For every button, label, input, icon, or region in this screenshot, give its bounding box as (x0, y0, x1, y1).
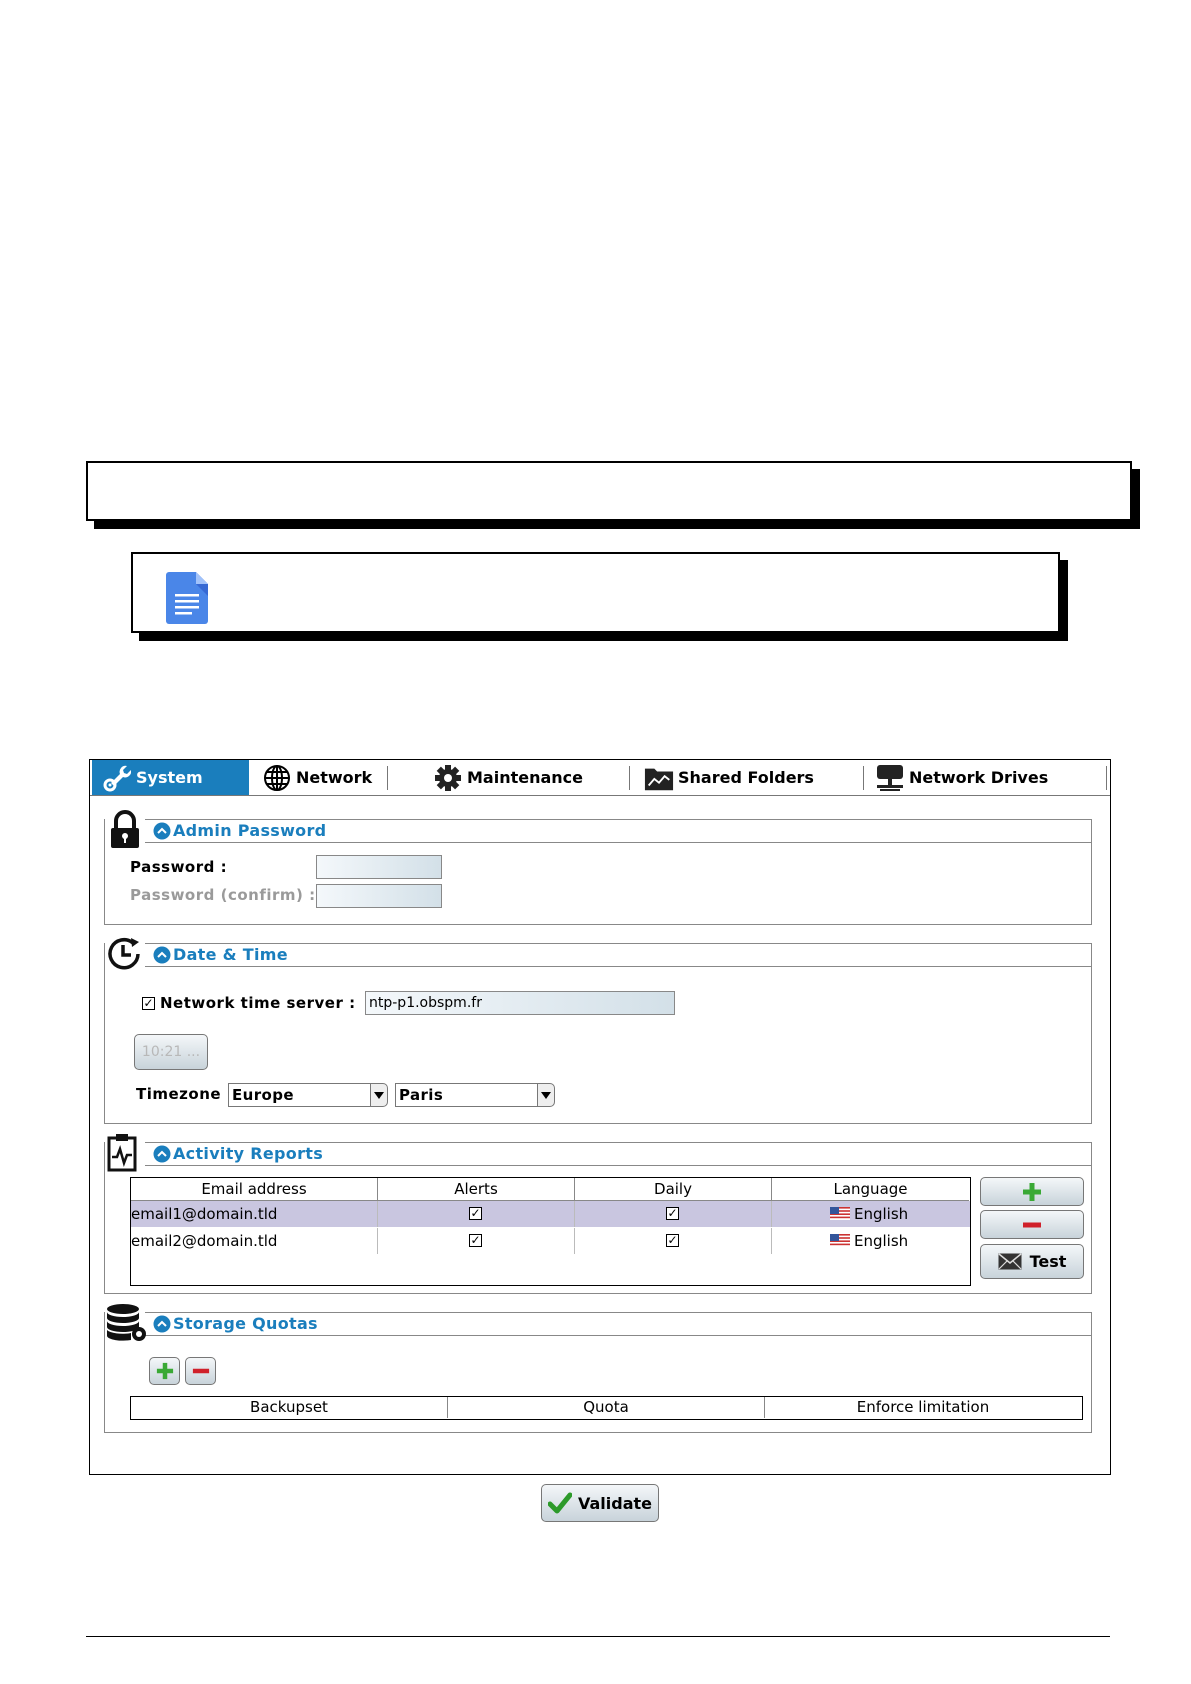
email-cell: email1@domain.tld (131, 1201, 378, 1227)
alerts-checkbox[interactable]: ✓ (470, 1206, 481, 1220)
folder-chart-icon (644, 763, 674, 793)
column-header[interactable]: Language (772, 1178, 969, 1201)
storage-quotas-section (104, 1312, 1092, 1433)
section-title: Storage Quotas (173, 1314, 318, 1333)
plus-icon (156, 1362, 174, 1380)
column-header[interactable]: Enforce limitation (856, 1398, 990, 1416)
tab-label: Shared Folders (678, 768, 814, 787)
tab-label: System (136, 768, 203, 787)
validate-label: Validate (577, 1493, 653, 1513)
ntp-checkbox[interactable]: ✓ (143, 996, 154, 1010)
tab-label: Network Drives (909, 768, 1049, 787)
minus-icon (1022, 1215, 1042, 1235)
section-title: Date & Time (173, 945, 288, 964)
admin-password-section (104, 819, 1092, 925)
tab-bar (90, 760, 1110, 796)
us-flag-icon (830, 1234, 850, 1247)
language-cell (772, 1228, 969, 1254)
ntp-label: Network time server : (160, 994, 356, 1012)
tab-network[interactable] (260, 760, 430, 795)
clock-refresh-icon (105, 934, 145, 974)
table-row[interactable] (131, 1201, 970, 1227)
section-header[interactable] (105, 1143, 1091, 1166)
email-cell: email2@domain.tld (131, 1228, 378, 1254)
section-header[interactable] (105, 820, 1091, 843)
database-gear-icon (105, 1303, 145, 1343)
password-field[interactable] (316, 855, 442, 879)
plus-icon (1022, 1182, 1042, 1202)
select-value: Europe (228, 1083, 372, 1107)
globe-icon (262, 763, 292, 793)
settings-window (89, 759, 1111, 1475)
password-label: Password : (130, 858, 228, 876)
select-value: Paris (395, 1083, 539, 1107)
tab-label: Maintenance (467, 768, 584, 787)
chevron-down-icon[interactable] (537, 1083, 555, 1107)
minus-icon (192, 1362, 210, 1380)
daily-checkbox[interactable]: ✓ (667, 1206, 678, 1220)
timezone-label: Timezone (136, 1085, 222, 1103)
password-confirm-field[interactable] (316, 884, 442, 908)
note-box (131, 552, 1060, 633)
alerts-checkbox[interactable]: ✓ (470, 1233, 481, 1247)
tab-shared-folders[interactable] (642, 760, 862, 795)
table-row[interactable] (131, 1228, 970, 1254)
section-header[interactable] (105, 944, 1091, 967)
test-button[interactable] (980, 1244, 1084, 1279)
tab-maintenance[interactable] (431, 760, 639, 795)
timezone-city-select[interactable] (395, 1083, 555, 1107)
timezone-region-select[interactable] (228, 1083, 388, 1107)
add-recipient-button[interactable] (980, 1177, 1084, 1206)
title-box (86, 461, 1132, 521)
lock-icon (105, 810, 145, 850)
column-header[interactable]: Email address (131, 1178, 378, 1201)
tab-network-drives[interactable] (873, 760, 1098, 795)
activity-reports-section (104, 1142, 1092, 1294)
alerts-cell (378, 1228, 575, 1254)
us-flag-icon (830, 1207, 850, 1220)
envelope-icon (998, 1253, 1022, 1270)
section-title: Activity Reports (173, 1144, 324, 1163)
test-button-label: Test (1029, 1252, 1067, 1271)
section-title: Admin Password (173, 821, 327, 840)
column-header[interactable]: Daily (575, 1178, 772, 1201)
page-footer-rule (86, 1636, 1110, 1637)
ntp-server-field[interactable] (365, 991, 675, 1015)
collapse-icon[interactable] (153, 946, 171, 964)
language-value: English (854, 1205, 909, 1223)
tab-label: Network (296, 768, 373, 787)
section-header[interactable] (105, 1313, 1091, 1336)
date-time-section (104, 943, 1092, 1124)
document-icon (166, 572, 208, 628)
daily-checkbox[interactable]: ✓ (667, 1233, 678, 1247)
tab-system[interactable] (92, 760, 249, 795)
password-confirm-label: Password (confirm) : (130, 886, 316, 904)
language-cell (772, 1201, 969, 1227)
collapse-icon[interactable] (153, 1315, 171, 1333)
remove-recipient-button[interactable] (980, 1210, 1084, 1239)
quotas-table (130, 1396, 1083, 1420)
network-drive-icon (875, 763, 905, 793)
language-value: English (854, 1232, 909, 1250)
column-header[interactable]: Alerts (378, 1178, 575, 1201)
checkmark-icon (548, 1492, 572, 1514)
gear-icon (433, 763, 463, 793)
wrench-gear-icon (102, 763, 132, 793)
daily-cell (575, 1228, 772, 1254)
add-quota-button[interactable] (149, 1357, 180, 1385)
chevron-down-icon[interactable] (370, 1083, 388, 1107)
remove-quota-button[interactable] (185, 1357, 216, 1385)
validate-button[interactable] (541, 1484, 659, 1522)
clipboard-pulse-icon (105, 1133, 145, 1173)
time-button[interactable]: 10:21 ... (134, 1034, 208, 1070)
tab-separator (863, 766, 864, 790)
reports-table (130, 1177, 971, 1286)
alerts-cell (378, 1201, 575, 1227)
column-header[interactable]: Quota (448, 1397, 765, 1418)
daily-cell (575, 1201, 772, 1227)
collapse-icon[interactable] (153, 1145, 171, 1163)
collapse-icon[interactable] (153, 822, 171, 840)
column-header[interactable]: Backupset (131, 1397, 448, 1418)
tab-separator (1106, 766, 1107, 790)
